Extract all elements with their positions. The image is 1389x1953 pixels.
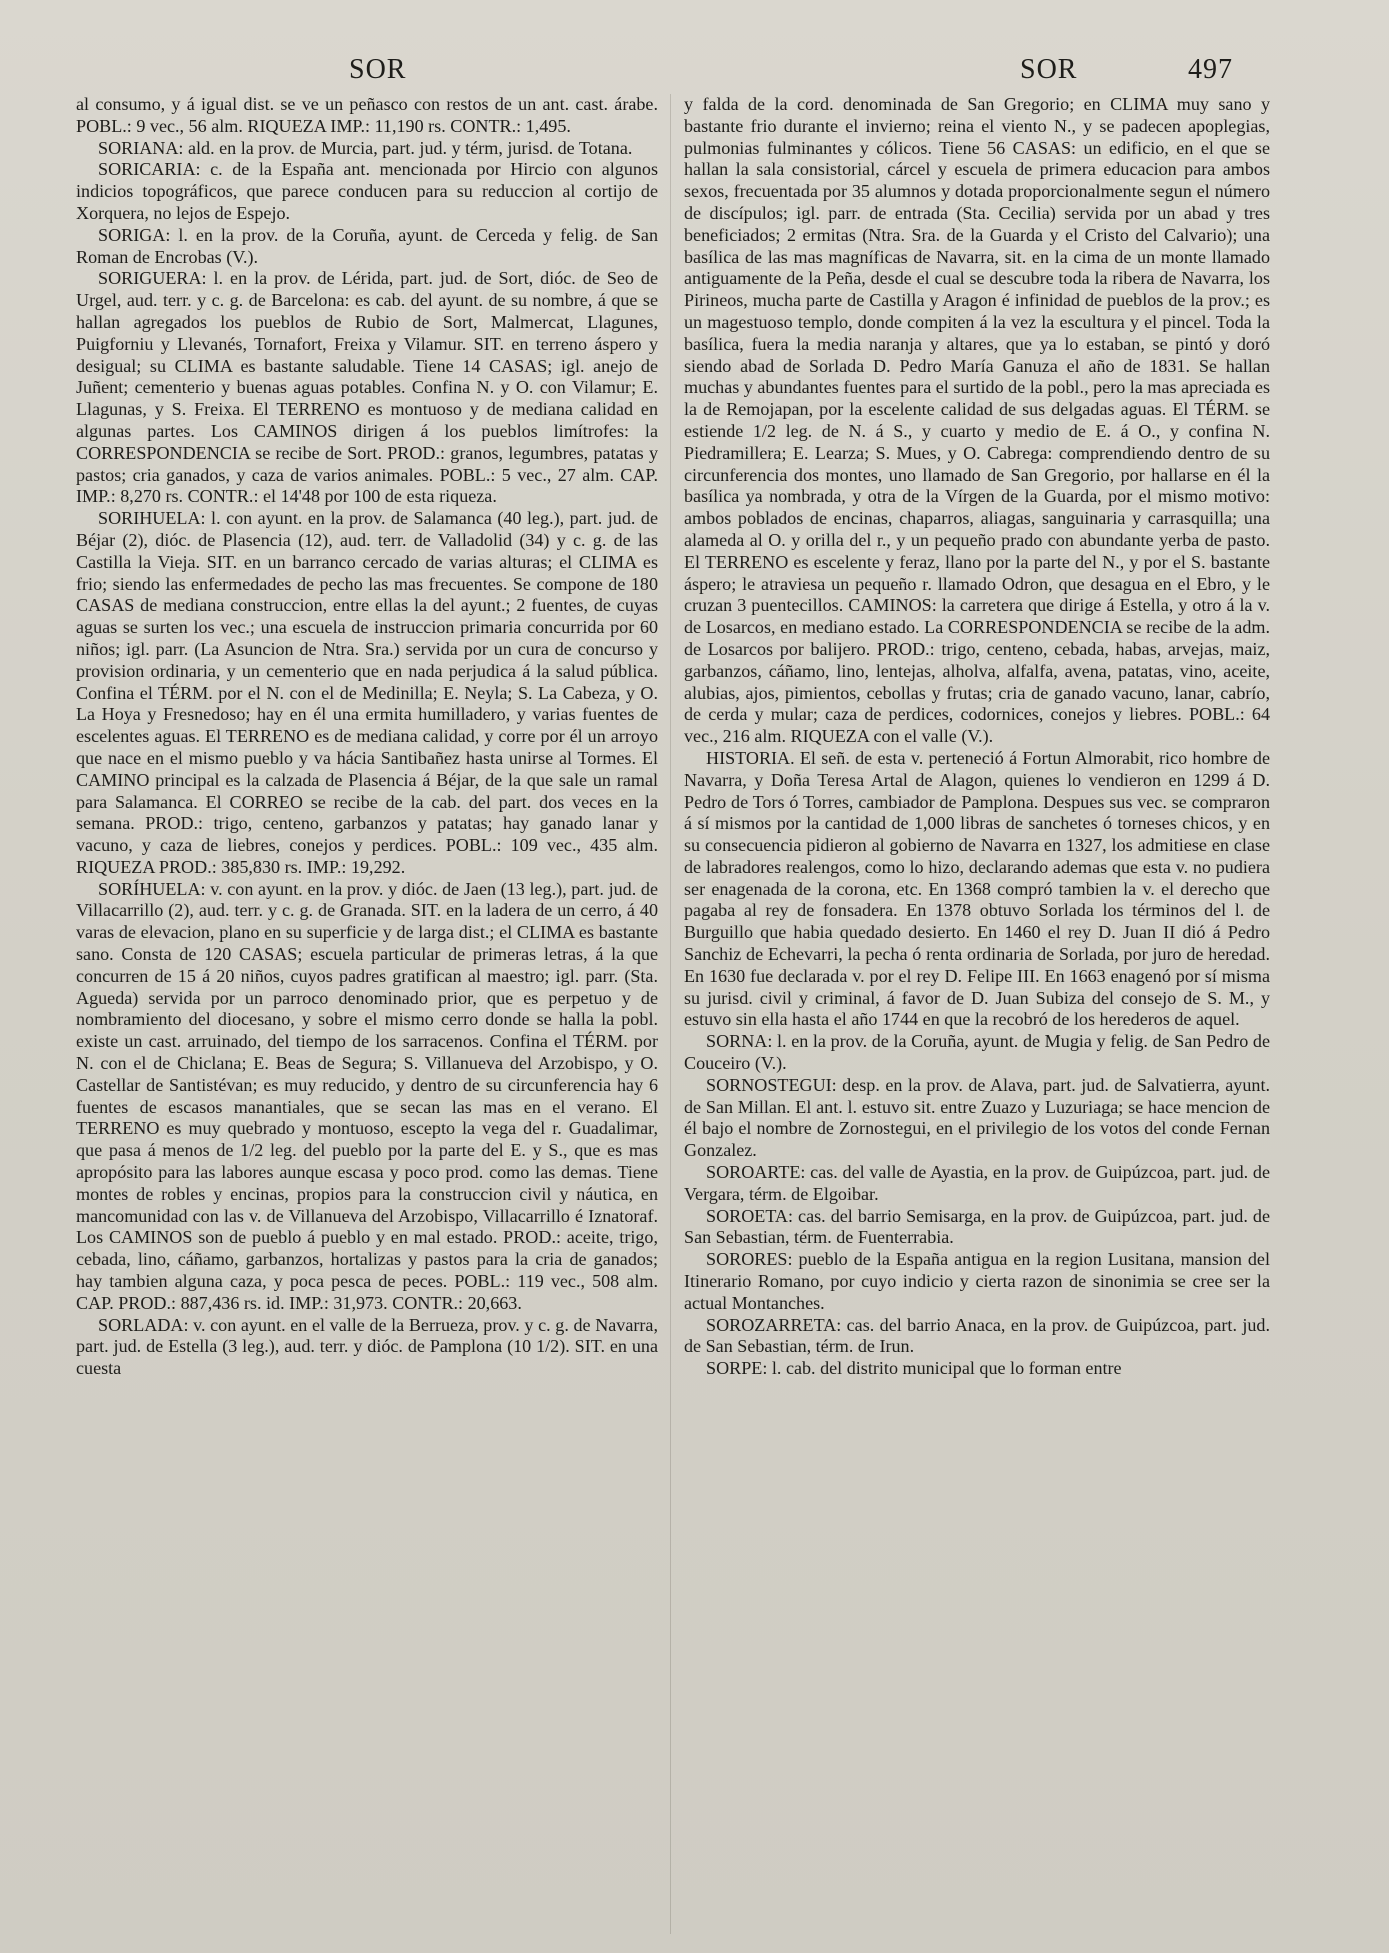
left-column: [76, 94, 658, 1380]
dictionary-entry: SORIANA: ald. en la prov. de Murcia, part. jud. y térm, jurisd. de Totana.: [98, 137, 633, 158]
dictionary-entry: SORÍHUELA: v. con ayunt. en la prov. y dióc. de Jaen (13 leg.), part. jud. de Villacarrillo (2), aud. terr. y c. g. de Granada. SIT. en la ladera de un cerro, á 40 varas de elevacion, plano en su superficie y de larga dist.; el CLIMA es bastante sano. Consta de 120 CASAS; escuela particular de primeras letras, á la que concurren de 15 á 20 niños, cuyos padres gratifican al maestro; igl. parr. (Sta. Agueda) servida por un parroco denominado prior, que es perpetuo y de nombramiento del diocesano, y sobre el mismo cerro donde se halla la pobl. existe un cast. arruinado, del tiempo de los sarracenos. Confina el TÉRM. por N. con el de Chiclana; E. Beas de Segura; S. Villanueva del Arzobispo, y O. Castellar de Santistévan; es muy reducido, y dentro de su circunferencia hay 6 fuentes de escasos manantiales, que se secan las mas en el verano. El TERRENO es muy quebrado y montuoso, escepto la vega del r. Guadalimar, que pasa á menos de 1/2 leg. del pueblo por la parte del E. y S., que es mas apropósito para las labores aunque escasa y poco prod. como las demas. Tiene montes de robles y encinas, propios para la construccion civil y náutica, en mancomunidad con las v. de Villanueva del Arzobispo, Villacarrillo é Iznatoraf. Los CAMINOS son de pueblo á pueblo y en mal estado. PROD.: aceite, trigo, cebada, lino, cáñamo, garbanzos, hortalizas y pastos para la cria de ganados; hay tambien alguna caza, y poca pesca de peces. POBL.: 119 vec., 508 alm. CAP. PROD.: 887,436 rs. id. IMP.: 31,973. CONTR.: 20,663.: [76, 878, 658, 1313]
dictionary-entry: SORIGUERA: l. en la prov. de Lérida, part. jud. de Sort, dióc. de Seo de Urgel, aud. terr. y c. g. de Barcelona: es cab. del ayunt. de su nombre, á que se hallan agregados los pueblos de Rubio de Sort, Malmercat, Llagunes, Puigforniu y Llevanés, Tornafort, Freixa y Vilamur. SIT. en terreno áspero y desigual; su CLIMA es bastante saludable. Tiene 14 CASAS; igl. anejo de Juñent; cementerio y buenas aguas potables. Confina N. y O. con Vilamur; E. Llagunas, y S. Freixa. El TERRENO es montuoso y de mediana calidad en algunas partes. Los CAMINOS dirigen á los pueblos limítrofes: la CORRESPONDENCIA se recibe de Sort. PROD.: granos, legumbres, patatas y pastos; cria ganados, y caza de varios animales. POBL.: 5 vec., 27 alm. CAP. IMP.: 8,270 rs. CONTR.: el 14'48 por 100 de esta riqueza.: [76, 268, 658, 507]
dictionary-entry: SORIGA: l. en la prov. de la Coruña, ayunt. de Cerceda y felig. de San Roman de Encrobas (V.).: [76, 224, 658, 267]
right-column: [684, 94, 1270, 1380]
column-divider: [670, 94, 671, 1934]
dictionary-entry: SORNA: l. en la prov. de la Coruña, ayunt. de Mugia y felig. de San Pedro de Couceiro (V.).: [684, 1031, 1270, 1074]
running-head-right: SOR: [1020, 54, 1078, 85]
dictionary-entry: SORPE: l. cab. del distrito municipal que lo forman entre: [706, 1358, 1122, 1379]
dictionary-entry: SORIHUELA: l. con ayunt. en la prov. de Salamanca (40 leg.), part. jud. de Béjar (2), dióc. de Plasencia (12), aud. terr. de Valladolid (34) y c. g. de las Castilla la Vieja. SIT. en un barranco cercado de varias alturas; el CLIMA es frio; siendo las enfermedades de pecho las mas frecuentes. Se compone de 180 CASAS de mediana construccion, entre ellas la del ayunt.; 2 fuentes, de cuyas aguas se surten los vec.; una escuela de instruccion primaria concurrida por 60 niños; igl. parr. (La Asuncion de Ntra. Sra.) servida por un cura de concurso y provision ordinaria, y un cementerio que en nada perjudica á la salud pública. Confina el TÉRM. por el N. con el de Medinilla; E. Neyla; S. La Cabeza, y O. La Hoya y Fresnedoso; hay en él una ermita humilladero, y varias fuentes de escelentes aguas. El TERRENO es de mediana calidad, y corre por él un arroyo que nace en el mismo pueblo y va hácia Santibañez hasta unirse al Tormes. El CAMINO principal es la calzada de Plasencia á Béjar, de la que sale un ramal para Salamanca. El CORREO se recibe de la cab. del part. dos veces en la semana. PROD.: trigo, centeno, garbanzos y patatas; hay ganado lanar y vacuno, y caza de liebres, conejos y perdices. POBL.: 109 vec., 435 alm. RIQUEZA PROD.: 385,830 rs. IMP.: 19,292.: [76, 508, 658, 877]
dictionary-entry: y falda de la cord. denominada de San Gregorio; en CLIMA muy sano y bastante frio durante el invierno; reina el viento N., y se padecen apoplegias, pulmonias fulminantes y cólicos. Tiene 56 CASAS: un edificio, en el que se hallan la sala consistorial, cárcel y escuela de primera educacion para ambos sexos, frecuentada por 35 alumnos y dotada proporcionalmente segun el número de discípulos; igl. parr. de entrada (Sta. Cecilia) servida por un abad y tres beneficiados; 2 ermitas (Ntra. Sra. de la Guarda y el Cristo del Calvario); una basílica de las mas magníficas de Navarra, sit. en la cima de un monte llamado antiguamente de la Peña, desde el cual se descubre toda la ribera de Navarra, los Pirineos, mucha parte de Castilla y Aragon é infinidad de pueblos de la prov.; es un magestuoso templo, donde compiten á la vez la escultura y el pincel. Toda la basílica, fuera la media naranja y altares, que ya lo estaban, se pintó y doró siendo abad de Sorlada D. Pedro María Ganuza el año de 1831. Se hallan muchas y abundantes fuentes para el surtido de la pobl., pero la mas apreciada es la de Remojapan, por la escelente calidad de sus delgadas aguas. El TÉRM. se estiende 1/2 leg. de N. á S., y cuarto y medio de E. á O., y confina N. Piedramillera; E. Learza; S. Mues, y O. Cabrega: comprendiendo dentro de su circunferencia dos montes, uno llamado de San Gregorio, por hallarse en él la basílica ya nombrada, y otra de la Vírgen de la Guarda, por el mismo motivo: ambos poblados de encinas, chaparros, aliagas, sanguinaria y carrasquilla; una alameda al O. y orilla del r., y un pequeño prado con abundante yerba de pasto. El TERRENO es escelente y feraz, llano por la parte del N., y por el S. bastante áspero; le atraviesa un pequeño r. llamado Odron, que desagua en el Ebro, y le cruzan 3 puentecillos. CAMINOS: la carretera que dirige á Estella, y otro á la v. de Losarcos, en mediano estado. La CORRESPONDENCIA se recibe de la adm. de Losarcos por balijero. PROD.: trigo, centeno, cebada, habas, arvejas, maiz, garbanzos, cáñamo, lino, lentejas, alholva, alfalfa, avena, patatas, vino, aceite, alubias, ajos, pimientos, cebollas y frutas; cria de ganado vacuno, lanar, cabrío, de cerda y mular; caza de perdices, codornices, conejos y liebres. POBL.: 64 vec., 216 alm. RIQUEZA con el valle (V.).: [684, 94, 1270, 747]
dictionary-entry: SORLADA: v. con ayunt. en el valle de la Berrueza, prov. y c. g. de Navarra, part. jud. de Estella (3 leg.), aud. terr. y dióc. de Pamplona (10 1/2). SIT. en una cuesta: [76, 1314, 658, 1379]
dictionary-entry: SOROZARRETA: cas. del barrio Anaca, en la prov. de Guipúzcoa, part. jud. de San Sebastian, térm. de Irun.: [684, 1314, 1270, 1357]
dictionary-entry: SORICARIA: c. de la España ant. mencionada por Hircio con algunos indicios topográficos, que parece conducen para su reduccion al cortijo de Xorquera, no lejos de Espejo.: [76, 159, 658, 223]
dictionary-entry: SOROETA: cas. del barrio Semisarga, en la prov. de Guipúzcoa, part. jud. de San Sebastian, térm. de Fuenterrabia.: [684, 1205, 1270, 1248]
dictionary-entry: SORORES: pueblo de la España antigua en la region Lusitana, mansion del Itinerario Romano, por cuyo indicio y cierta razon de sinonimia se cree ser la actual Montanches.: [684, 1249, 1270, 1313]
running-head-left: SOR: [349, 54, 407, 85]
dictionary-entry: SOROARTE: cas. del valle de Ayastia, en la prov. de Guipúzcoa, part. jud. de Vergara, térm. de Elgoibar.: [684, 1162, 1270, 1204]
page-number: 497: [1188, 54, 1233, 85]
dictionary-entry: HISTORIA. El señ. de esta v. perteneció á Fortun Almorabit, rico hombre de Navarra, y Doña Teresa Artal de Alagon, quienes lo vendieron en 1299 á D. Pedro de Tors ó Torres, cambiador de Pamplona. Despues sus vec. se compraron á sí mismos por la cantidad de 1,000 libras de sanchetes ó torneses chicos, y en su consecuencia pidieron al gobierno de Navarra en 1327, los admitiese en clase de labradores realengos, como lo hizo, declarando ademas que esta v. no pudiera ser enagenada de la corona, etc. En 1368 compró tambien la v. el derecho que pagaba al rey de fonsadera. En 1378 obtuvo Sorlada los términos del l. de Burguillo que habia quedado desierto. En 1460 el rey D. Juan II dió á Pedro Sanchiz de Echevarri, la pecha ó renta ordinaria de Sorlada, por juro de heredad. En 1630 fue declarada v. por el rey D. Felipe III. En 1663 enagenó por sí misma su jurisd. civil y criminal, á favor de D. Juan Subiza del consejo de S. M., y estuvo sin ella hasta el año 1744 en que la recobró de los herederos de aquel.: [684, 747, 1270, 1030]
dictionary-entry: al consumo, y á igual dist. se ve un peñasco con restos de un ant. cast. árabe. POBL.: 9 vec., 56 alm. RIQUEZA IMP.: 11,190 rs. CONTR.: 1,495.: [76, 94, 658, 136]
dictionary-entry: SORNOSTEGUI: desp. en la prov. de Alava, part. jud. de Salvatierra, ayunt. de San Millan. El ant. l. estuvo sit. entre Zuazo y Luzuriaga; se hace mencion de él bajo el nombre de Zornostegui, en el privilegio de los votos del conde Fernan Gonzalez.: [684, 1074, 1270, 1161]
